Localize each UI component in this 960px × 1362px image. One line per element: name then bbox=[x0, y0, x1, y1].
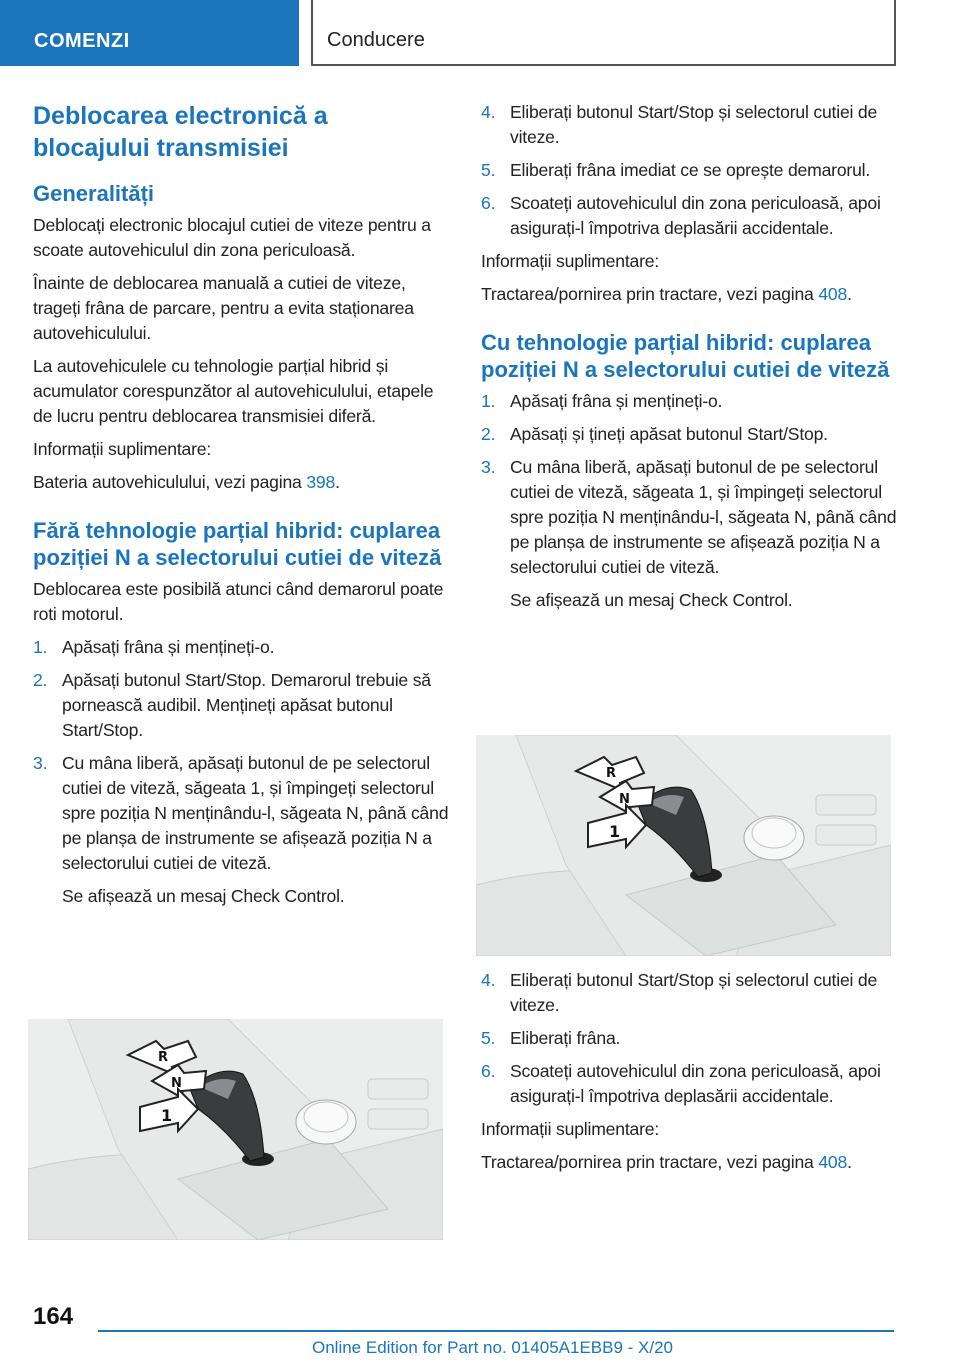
arrow-label-1: 1 bbox=[609, 822, 621, 841]
gear-selector-drawing bbox=[476, 735, 891, 956]
step-note: Se afișează un mesaj Check Control. bbox=[62, 886, 345, 906]
info-label: Informații suplimentare: bbox=[33, 439, 212, 459]
page-link-408[interactable]: 408 bbox=[818, 1152, 848, 1172]
gear-selector-illustration bbox=[476, 735, 891, 956]
page-link-408[interactable]: 408 bbox=[818, 284, 848, 304]
section-heading-hybrid: Cu tehnologie parțial hibrid: cuplarea poziției N a selectorului cutiei de viteză bbox=[481, 330, 890, 382]
page-number: 164 bbox=[33, 1303, 74, 1330]
arrow-label-n: N bbox=[619, 792, 630, 807]
list-item: 2. Apăsați și țineți apăsat butonul Start/Stop. bbox=[481, 424, 828, 444]
list-item: 3. Cu mâna liberă, apăsați butonul de pe selectorul cutiei de viteză, săgeata 1, și împingeți selectorul spre poziția N menținându-l, săgeata N, până când pe planșa de instrumente se afișează poziția N a selectorului cutiei de viteză. bbox=[481, 457, 897, 577]
steps-list bbox=[481, 100, 899, 241]
info-label: Informații suplimentare: bbox=[481, 1119, 660, 1139]
steps-list bbox=[481, 389, 899, 580]
list-item: 1. Apăsați frâna și mențineți-o. bbox=[481, 391, 723, 411]
list-item: 4. Eliberați butonul Start/Stop și selectorul cutiei de viteze. bbox=[481, 970, 878, 1015]
section-heading-no-hybrid: Fără tehnologie parțial hibrid: cuplarea poziției N a selectorului cutiei de viteză bbox=[33, 518, 442, 570]
right-column-lower bbox=[481, 968, 899, 1183]
paragraph: Deblocați electronic blocajul cutiei de viteze pentru a scoate autovehiculul din zona periculoasă. bbox=[33, 215, 431, 260]
list-item: 4. Eliberați butonul Start/Stop și selectorul cutiei de viteze. bbox=[481, 102, 878, 147]
right-column bbox=[481, 100, 899, 621]
page-title: Deblocarea electronică a blocajului transmisiei bbox=[33, 102, 328, 162]
list-item: 5. Eliberați frâna. bbox=[481, 1028, 621, 1048]
info-label: Informații suplimentare: bbox=[481, 251, 660, 271]
cross-reference: Tractarea/pornirea prin tractare, vezi pagina 408. bbox=[481, 284, 852, 304]
arrow-label-1: 1 bbox=[161, 1106, 173, 1125]
paragraph: Deblocarea este posibilă atunci când demarorul poate roti motorul. bbox=[33, 579, 444, 624]
arrow-label-r: R bbox=[158, 1050, 169, 1065]
list-item: 3. Cu mâna liberă, apăsați butonul de pe selectorul cutiei de viteză, săgeata 1, și împingeți selectorul spre poziția N menținându-l, săgeata N, până când pe planșa de instrumente se afișează poziția N a selectorului cutiei de viteză. bbox=[33, 753, 449, 873]
gear-selector-drawing bbox=[28, 1019, 443, 1240]
footer-divider bbox=[98, 1330, 894, 1332]
arrow-label-r: R bbox=[606, 766, 617, 781]
list-item: 2. Apăsați butonul Start/Stop. Demarorul trebuie să pornească audibil. Mențineți apăsat butonul Start/Stop. bbox=[33, 670, 431, 740]
page-link-398[interactable]: 398 bbox=[306, 472, 336, 492]
gear-selector-illustration bbox=[28, 1019, 443, 1240]
edition-text: Online Edition for Part no. 01405A1EBB9 - X/20 bbox=[312, 1338, 674, 1357]
steps-list bbox=[481, 968, 899, 1109]
step-note: Se afișează un mesaj Check Control. bbox=[510, 590, 793, 610]
page-header bbox=[0, 0, 960, 66]
cross-reference: Tractarea/pornirea prin tractare, vezi pagina 408. bbox=[481, 1152, 852, 1172]
list-item: 6. Scoateți autovehiculul din zona periculoasă, apoi asigurați-l împotriva deplasării accidentale. bbox=[481, 193, 881, 238]
paragraph: Înainte de deblocarea manuală a cutiei de viteze, trageți frâna de parcare, pentru a evita staționarea autovehiculului. bbox=[33, 273, 414, 343]
list-item: 5. Eliberați frâna imediat ce se oprește demarorul. bbox=[481, 160, 871, 180]
steps-list bbox=[33, 635, 451, 876]
general-heading: Generalități bbox=[33, 181, 155, 206]
left-column bbox=[33, 100, 451, 917]
list-item: 6. Scoateți autovehiculul din zona periculoasă, apoi asigurați-l împotriva deplasării accidentale. bbox=[481, 1061, 881, 1106]
list-item: 1. Apăsați frâna și mențineți-o. bbox=[33, 637, 275, 657]
paragraph: La autovehiculele cu tehnologie parțial hibrid și acumulator corespunzător al autovehiculului, etapele de lucru pentru deblocarea transmisiei diferă. bbox=[33, 356, 434, 426]
section-title: Conducere bbox=[311, 0, 896, 66]
chapter-tab[interactable]: COMENZI bbox=[0, 0, 299, 66]
cross-reference: Bateria autovehiculului, vezi pagina 398. bbox=[33, 472, 340, 492]
arrow-label-n: N bbox=[171, 1076, 182, 1091]
